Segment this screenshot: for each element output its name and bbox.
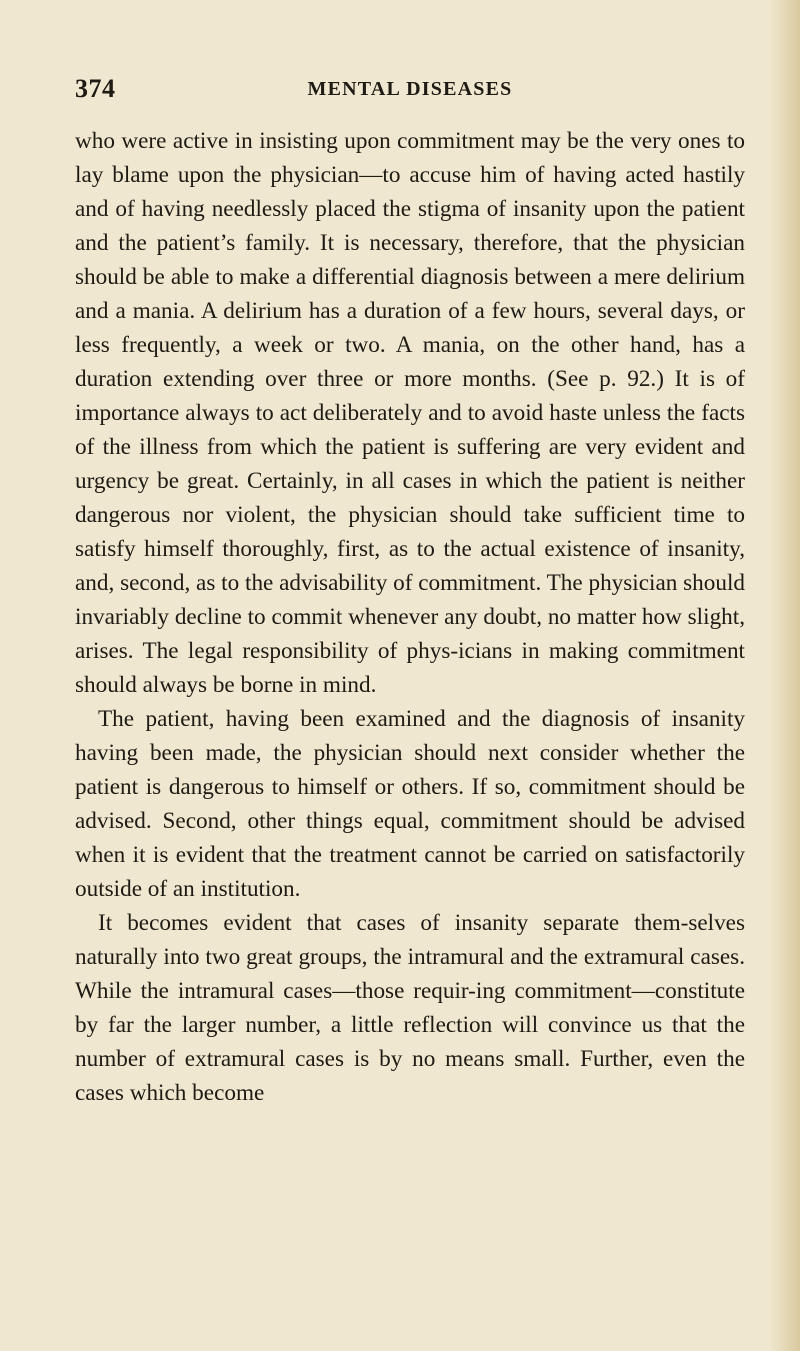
paragraph-continued: who were active in insisting upon commitment may be the very ones to lay blame upon the physician—to accuse him of having acted hastily and of having needlessly placed the stigma of insanity upon the patient and the patient’s family. It is necessary, therefore, that the physician should be able to make a differential diagnosis between a mere delirium and a mania. A delirium has a duration of a few hours, several days, or less frequently, a week or two. A mania, on the other hand, has a duration extending over three or more months. (See p. 92.) It is of importance always to act deliberately and to avoid haste unless the facts of the illness from which the patient is suffering are very evident and urgency be great. Certainly, in all cases in which the patient is neither dangerous nor violent, the physician should take sufficient time to satisfy himself thoroughly, first, as to the actual existence of insanity, and, second, as to the advisability of commitment. The physician should invariably decline to commit whenever any doubt, no matter how slight, arises. The legal responsibility of phys-icians in making commitment should always be borne in mind. — [75, 128, 745, 698]
paragraph-commitment-criteria: The patient, having been examined and the diagnosis of insanity having been made, the physician should next consider whether the patient is dangerous to himself or others. If so, commitment should be advised. Second, other things equal, commitment should be advised when it is evident that the treatment cannot be carried on satisfactorily outside of an institution. — [75, 706, 745, 902]
page-edge-shadow — [770, 0, 800, 1351]
running-head: MENTAL DISEASES — [307, 78, 513, 100]
body-text — [75, 124, 745, 1110]
page-number: 374 — [75, 74, 116, 103]
page-header — [75, 74, 745, 108]
paragraph-intramural-extramural: It becomes evident that cases of insanity separate them-selves naturally into two great groups, the intramural and the extramural cases. While the intramural cases—those requir-ing commitment—constitute by far the larger number, a little reflection will convince us that the number of extramural cases is by no means small. Further, even the cases which become — [75, 910, 745, 1106]
